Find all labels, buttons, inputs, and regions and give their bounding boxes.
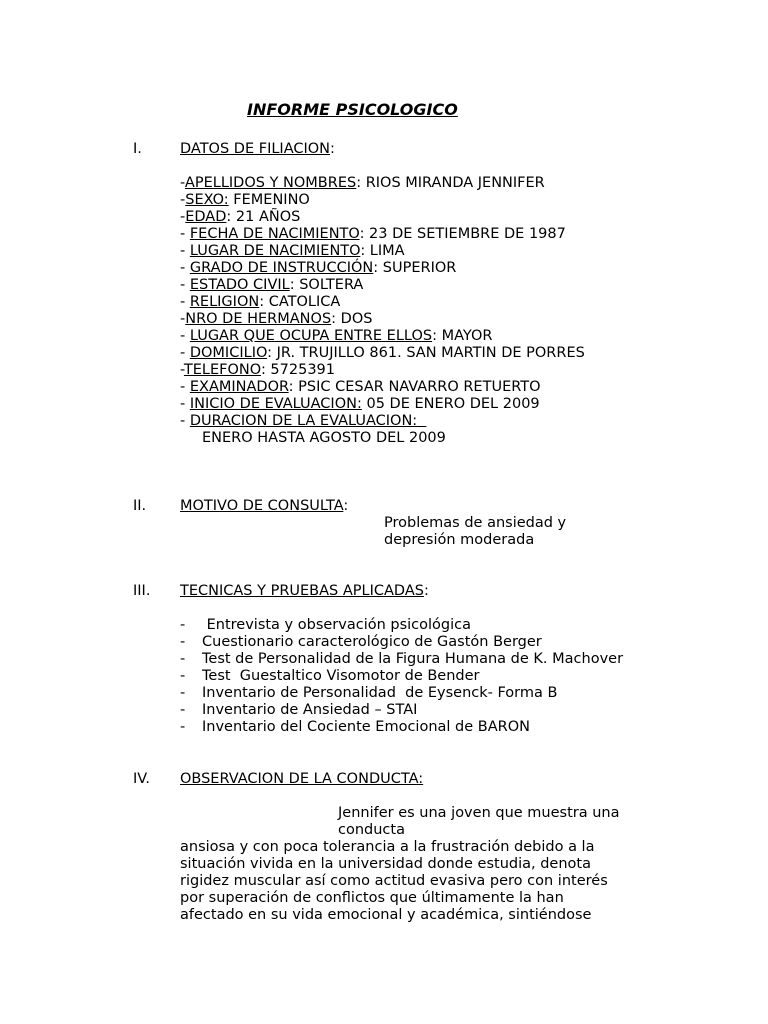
section-number-1: I. bbox=[133, 141, 142, 157]
list-dash: - bbox=[180, 651, 186, 667]
field-value: : PSIC CESAR NAVARRO RETUERTO bbox=[288, 379, 541, 395]
field-value: 05 DE ENERO DEL 2009 bbox=[361, 396, 540, 412]
field-prefix: - bbox=[180, 362, 184, 378]
list-item-text: Inventario de Ansiedad – STAI bbox=[202, 702, 418, 718]
field-value: : LIMA bbox=[360, 243, 405, 259]
section-number-2: II. bbox=[133, 498, 147, 514]
section-heading-suffix: : bbox=[423, 583, 429, 599]
field-prefix: - bbox=[180, 294, 190, 310]
field-label: LUGAR QUE OCUPA ENTRE ELLOS bbox=[189, 328, 433, 344]
field-value: : SOLTERA bbox=[289, 277, 364, 293]
duration-value: ENERO HASTA AGOSTO DEL 2009 bbox=[202, 430, 446, 446]
field-prefix: - bbox=[180, 311, 186, 327]
list-item bbox=[180, 685, 557, 702]
field-telefono bbox=[180, 362, 335, 379]
list-dash: - bbox=[180, 617, 186, 633]
field-prefix: - bbox=[180, 345, 190, 361]
field-fecha-nacimiento bbox=[180, 226, 566, 243]
list-item bbox=[180, 668, 480, 685]
section-heading-4 bbox=[180, 771, 423, 787]
field-prefix: - bbox=[180, 277, 190, 293]
field-label: EDAD bbox=[185, 209, 227, 225]
field-domicilio bbox=[180, 345, 585, 362]
field-prefix: - bbox=[180, 379, 190, 395]
field-value: : 23 DE SETIEMBRE DE 1987 bbox=[359, 226, 566, 242]
section-heading-text: MOTIVO DE CONSULTA bbox=[180, 498, 344, 514]
section-heading-3 bbox=[180, 583, 429, 599]
paragraph-line: por superación de conflictos que últimamente la han bbox=[180, 890, 564, 906]
field-prefix: - bbox=[180, 175, 185, 191]
section-heading-text: DATOS DE FILIACION bbox=[180, 141, 331, 157]
field-label: FECHA DE NACIMIENTO bbox=[189, 226, 360, 242]
field-label: EXAMINADOR bbox=[189, 379, 289, 395]
field-prefix: - bbox=[180, 226, 190, 242]
list-item-text: Test de Personalidad de la Figura Humana de K. Machover bbox=[202, 651, 624, 667]
field-label: GRADO DE INSTRUCCIÓN bbox=[189, 260, 374, 276]
list-item bbox=[180, 719, 530, 736]
paragraph-line: ansiosa y con poca tolerancia a la frustración debido a la bbox=[180, 839, 595, 855]
paragraph-line: afectado en su vida emocional y académica, sintiéndose bbox=[180, 907, 592, 923]
section-heading-text: TECNICAS Y PRUEBAS APLICADAS bbox=[180, 583, 424, 599]
section-heading-1 bbox=[180, 141, 335, 157]
field-label: DOMICILIO bbox=[189, 345, 268, 361]
field-label: SEXO: bbox=[185, 192, 229, 208]
paragraph-line: situación vivida en la universidad donde estudia, denota bbox=[180, 856, 591, 872]
field-prefix: - bbox=[180, 328, 190, 344]
list-dash: - bbox=[180, 719, 186, 735]
field-value: : MAYOR bbox=[432, 328, 493, 344]
field-lugar-nacimiento bbox=[180, 243, 405, 260]
list-item-text: Entrevista y observación psicológica bbox=[202, 617, 472, 633]
field-prefix: - bbox=[180, 209, 186, 225]
section-heading-text: OBSERVACION DE LA CONDUCTA: bbox=[180, 771, 424, 787]
field-value: : CATOLICA bbox=[259, 294, 341, 310]
field-label: ESTADO CIVIL bbox=[189, 277, 290, 293]
field-estado-civil bbox=[180, 277, 363, 294]
list-item bbox=[180, 634, 542, 651]
field-value: : JR. TRUJILLO 861. SAN MARTIN DE PORRES bbox=[267, 345, 585, 361]
list-dash: - bbox=[180, 634, 186, 650]
field-examinador bbox=[180, 379, 541, 396]
section-heading-suffix: : bbox=[343, 498, 349, 514]
field-duracion-evaluacion bbox=[180, 413, 426, 430]
field-nro-hermanos bbox=[180, 311, 372, 328]
field-label: DURACION DE LA EVALUACION: bbox=[189, 413, 427, 429]
paragraph-line: rigidez muscular así como actitud evasiva pero con interés bbox=[180, 873, 608, 889]
field-label: NRO DE HERMANOS bbox=[185, 311, 332, 327]
field-value: : DOS bbox=[331, 311, 373, 327]
field-religion bbox=[180, 294, 340, 311]
field-value: FEMENINO bbox=[228, 192, 310, 208]
field-prefix: - bbox=[180, 413, 190, 429]
field-prefix: - bbox=[180, 260, 190, 276]
paragraph-line: Jennifer es una joven que muestra una bbox=[338, 805, 620, 821]
field-prefix: - bbox=[180, 396, 190, 412]
field-label: TELEFONO bbox=[183, 362, 261, 378]
list-dash: - bbox=[180, 685, 186, 701]
field-label: LUGAR DE NACIMIENTO bbox=[189, 243, 361, 259]
field-edad bbox=[180, 209, 300, 226]
field-label: RELIGION bbox=[189, 294, 260, 310]
field-value: : 21 AÑOS bbox=[226, 209, 301, 225]
field-inicio-evaluacion bbox=[180, 396, 540, 413]
field-lugar-ocupa bbox=[180, 328, 492, 345]
paragraph-line: conducta bbox=[338, 822, 405, 838]
list-item-text: Inventario de Personalidad de Eysenck- Forma B bbox=[202, 685, 558, 701]
list-dash: - bbox=[180, 702, 186, 718]
field-prefix: - bbox=[180, 243, 190, 259]
list-dash: - bbox=[180, 668, 186, 684]
section-heading-2 bbox=[180, 498, 348, 514]
field-value: : SUPERIOR bbox=[373, 260, 457, 276]
motivo-line-2: depresión moderada bbox=[384, 532, 535, 548]
field-label: INICIO DE EVALUACION: bbox=[189, 396, 362, 412]
section-number-4: IV. bbox=[133, 771, 150, 787]
field-apellidos bbox=[180, 175, 545, 192]
list-item-text: Test Guestaltico Visomotor de Bender bbox=[202, 668, 480, 684]
field-value: : RIOS MIRANDA JENNIFER bbox=[356, 175, 545, 191]
document-title: INFORME PSICOLOGICO bbox=[247, 100, 458, 119]
field-grado-instruccion bbox=[180, 260, 456, 277]
motivo-line-1: Problemas de ansiedad y bbox=[384, 515, 567, 531]
field-value: : 5725391 bbox=[260, 362, 336, 378]
field-label: APELLIDOS Y NOMBRES bbox=[184, 175, 357, 191]
list-item-text: Inventario del Cociente Emocional de BARON bbox=[202, 719, 530, 735]
section-number-3: III. bbox=[133, 583, 151, 599]
field-sexo bbox=[180, 192, 310, 209]
list-item-text: Cuestionario caracterológico de Gastón Berger bbox=[202, 634, 542, 650]
list-item bbox=[180, 702, 417, 719]
list-item bbox=[180, 651, 623, 668]
field-prefix: - bbox=[180, 192, 186, 208]
list-item bbox=[180, 617, 471, 634]
section-heading-suffix: : bbox=[330, 141, 335, 157]
